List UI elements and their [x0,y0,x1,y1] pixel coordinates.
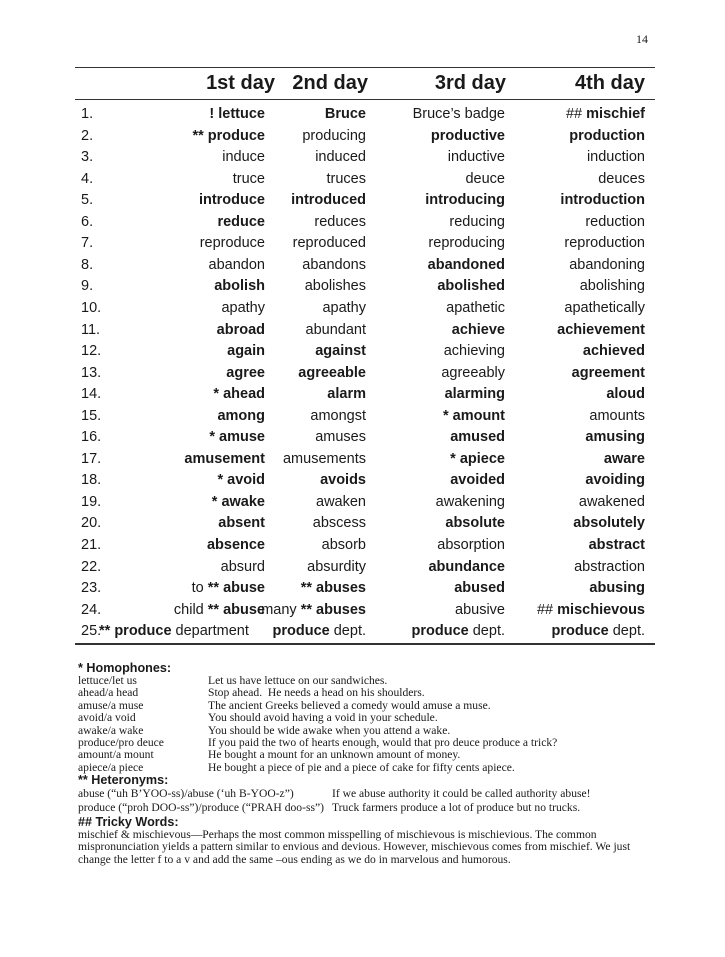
spelling-word: abolish [214,278,265,295]
word-text: abolishing [579,278,645,295]
table-row [75,235,655,257]
word-cell-day-2 [310,408,366,424]
table-row [75,451,655,473]
word-cell-day-4 [580,278,645,294]
word-cell-day-3 [441,365,505,381]
word-text: amongst [310,407,366,424]
homophone-sentence: The ancient Greeks believed a comedy would amuse a muse. [208,698,491,712]
word-cell-day-4 [572,365,645,381]
spelling-word: introduce [198,192,265,209]
word-cell-day-4 [598,171,645,187]
word-cell-day-2 [320,472,366,488]
word-cell-day-2 [261,602,366,618]
word-text: deuce [465,170,505,187]
word-cell-day-2 [305,278,366,294]
word-text: absorb [321,537,366,553]
heteronym-entry [78,788,658,800]
homophone-pair: produce/pro deuce [78,736,164,750]
spelling-word: amusing [585,429,645,446]
word-cell-day-1 [209,429,265,445]
spelling-word: achieved [582,343,645,360]
word-cell-day-4 [589,580,645,596]
word-cell-day-1 [233,171,265,187]
word-text: abstraction [574,558,645,575]
homophone-sentence: He bought a piece of pie and a piece of cake for fifty cents apiece. [208,760,515,774]
row-number: 21. [81,537,102,553]
homophone-pair: apiece/a piece [78,760,144,774]
word-text: induction [586,149,645,166]
table-row [75,149,655,171]
word-cell-day-3 [425,192,505,208]
word-cell-day-4 [606,386,645,402]
spelling-word: * amuse [209,429,265,446]
spelling-word: productive [430,127,505,144]
spelling-word: aware [603,450,645,467]
word-cell-day-2 [306,322,366,338]
word-cell-day-1 [221,559,265,575]
row-number: 3. [81,149,94,166]
spelling-word: * awake [211,493,265,510]
word-cell-day-3 [450,451,505,467]
table-row [75,580,655,602]
word-text: dept. [468,623,505,640]
word-cell-day-3 [450,472,505,488]
table-row [75,278,655,300]
word-cell-day-2 [313,515,366,531]
header-2nd-day: 2nd day [292,72,368,94]
word-cell-day-3 [437,537,505,553]
word-cell-day-1 [199,192,265,208]
table-row [75,322,655,344]
word-cell-day-2 [327,386,366,402]
word-cell-day-2 [315,149,366,165]
word-text: awakened [578,493,645,510]
row-number: 10. [81,299,102,316]
row-number: 11. [81,321,101,338]
row-number: 15. [81,407,102,424]
spelling-word: alarm [327,386,366,403]
spelling-word: avoiding [585,472,645,489]
spelling-word: ** produce [192,127,265,144]
word-text: Bruce’s badge [412,106,505,122]
word-cell-day-3 [428,559,505,575]
word-cell-day-1 [214,278,265,294]
homophone-pair: ahead/a head [78,686,139,700]
word-text: apathetic [446,299,505,316]
table-header-rule [75,99,655,100]
word-cell-day-4 [537,602,645,618]
row-number: 6. [81,213,94,230]
word-text: reduction [585,213,645,230]
spelling-word: mischief [586,106,645,122]
word-cell-day-3 [446,300,505,316]
table-row [75,472,655,494]
word-cell-day-2 [316,494,366,510]
word-text: induce [222,149,265,166]
homophone-sentence: You should be wide awake when you attend a wake. [208,723,451,737]
word-text: reducing [449,213,505,230]
row-number: 22. [81,558,102,575]
word-cell-day-3 [444,343,505,359]
homophone-pair: amount/a mount [78,748,154,762]
row-number: 7. [81,235,94,252]
table-bottom-rule [75,643,655,645]
header-3rd-day: 3rd day [434,72,506,94]
spelling-word: again [227,343,265,360]
word-cell-day-3 [449,214,505,230]
word-text: agreeably [441,364,505,381]
word-cell-day-1 [192,128,265,144]
table-row [75,515,655,537]
homophone-pair: awake/a wake [78,723,144,737]
word-cell-day-3 [428,257,505,273]
spelling-word: absence [206,537,265,553]
word-cell-day-3 [445,515,505,531]
tricky-words-heading: ## Tricky Words: [78,815,179,830]
word-cell-day-2 [302,128,366,144]
word-text: awaken [316,493,366,510]
spelling-word: produce [272,623,330,640]
word-text: many [261,601,301,618]
row-number: 23. [81,580,102,597]
word-cell-day-1 [217,408,265,424]
table-row [75,343,655,365]
header-4th-day: 4th day [574,72,645,94]
word-text: reproduce [199,235,265,252]
spelling-word: against [315,343,366,360]
spelling-word: achievement [557,321,645,338]
heteronyms-list [78,788,658,814]
word-cell-day-4 [564,300,645,316]
word-text: apathy [221,299,265,316]
word-cell-day-1 [184,451,265,467]
heteronym-sentence: If we abuse authority it could be called authority abuse! [332,787,591,801]
word-text: achieving [443,343,505,360]
word-cell-day-4 [573,515,645,531]
row-number: 14. [81,386,102,403]
spelling-word: abundance [428,558,505,575]
word-cell-day-1 [227,343,265,359]
word-text: ## [565,106,587,122]
word-text: absorption [437,537,505,553]
word-cell-day-2 [273,623,366,639]
word-cell-day-4 [560,192,645,208]
tricky-words-text: mischief & mischievous—Perhaps the most common misspelling of mischievous is mischievious. The common mispronunciation yields a pattern similar to envious and devious. However, mischievous comes from mischief. We just change the letter f to a v and add the same –ous ending as we do in marvelous and humorous. [78,828,631,866]
header-1st-day: 1st day [206,72,275,94]
row-number: 12. [81,343,102,360]
table-row [75,214,655,236]
word-cell-day-3 [465,171,505,187]
word-cell-day-1 [192,580,265,596]
table-row [75,602,655,624]
word-cell-day-4 [587,149,645,165]
row-number: 24. [81,601,102,618]
table-row [75,257,655,279]
table-row [75,300,655,322]
word-cell-day-2 [283,451,366,467]
word-text: absurdity [307,558,366,575]
word-cell-day-2 [322,300,366,316]
spelling-word: ** produce [99,623,172,640]
word-cell-day-2 [301,580,366,596]
spelling-word: absolutely [573,515,645,532]
row-number: 13. [81,364,102,381]
word-text: apathetically [564,299,645,316]
spelling-word: abandoned [427,256,505,273]
row-number: 16. [81,429,102,446]
spelling-word: abroad [216,321,265,338]
spelling-word: * ahead [213,386,265,403]
word-cell-day-1 [207,537,265,553]
word-cell-day-1 [226,365,265,381]
word-text: abscess [312,515,366,532]
homophone-pair: amuse/a muse [78,698,144,712]
word-text: inductive [447,149,505,166]
word-cell-day-2 [322,537,366,553]
row-number: 2. [81,127,94,144]
word-cell-day-4 [583,343,645,359]
word-cell-day-2 [325,106,366,122]
spelling-word: production [569,127,645,144]
word-cell-day-1 [99,623,249,639]
word-cell-day-4 [585,429,645,445]
word-cell-day-3 [454,580,505,596]
heteronym-pair: abuse (“uh B’YOO-ss)/abuse (‘uh B-YOO-z”) [78,787,294,801]
spelling-word: alarming [444,386,505,403]
spelling-word: introducing [425,192,505,209]
notes-section [78,662,658,866]
row-number: 5. [81,192,94,209]
table-row [75,559,655,581]
spelling-word: avoided [450,472,505,489]
word-cell-day-3 [412,623,505,639]
spelling-word: ** abuse [207,601,265,618]
word-cell-day-2 [314,214,366,230]
homophone-entry [78,712,658,724]
word-text: reproduced [292,235,366,252]
homophones-heading: * Homophones: [78,661,172,675]
spelling-word: aloud [606,386,645,403]
row-number: 1. [81,106,94,122]
word-text: abolishes [304,278,366,295]
row-number: 19. [81,493,102,510]
word-cell-day-1 [209,257,265,273]
spelling-word: produce [411,623,469,640]
word-text: amuses [315,429,366,446]
word-text: abandoning [569,256,645,273]
word-text: deuces [598,170,645,187]
word-cell-day-3 [452,322,505,338]
word-cell-day-1 [218,515,265,531]
word-text: department [171,623,249,640]
word-cell-day-3 [436,494,505,510]
word-cell-day-2 [307,559,366,575]
table-row [75,494,655,516]
word-text: abandon [208,256,265,273]
table-row [75,171,655,193]
word-text: dept. [329,623,366,640]
word-text: reproducing [428,235,505,252]
word-cell-day-2 [327,171,367,187]
word-cell-day-4 [557,322,645,338]
word-text: awakening [435,493,505,510]
row-number: 17. [81,450,102,467]
homophones-list [78,675,658,774]
word-cell-day-4 [566,106,645,122]
table-row [75,192,655,214]
spelling-word: mischievous [557,601,645,618]
word-cell-day-1 [212,494,265,510]
spelling-word: amused [450,429,505,446]
word-text: reproduction [564,235,645,252]
homophone-pair: avoid/a void [78,711,136,725]
table-row [75,386,655,408]
row-number: 20. [81,515,102,532]
table-row [75,365,655,387]
word-cell-day-4 [552,623,645,639]
spelling-word: abusing [589,580,645,597]
word-text: child [173,601,208,618]
word-cell-day-1 [174,602,265,618]
word-text: absurd [220,558,265,575]
spelling-word: reduce [217,213,265,230]
spelling-word: agreeable [298,364,366,381]
word-cell-day-1 [200,235,265,251]
row-number: 25. [81,623,102,640]
row-number: 9. [81,278,94,295]
word-text: ## [536,601,558,618]
word-cell-day-3 [455,602,505,618]
word-cell-day-1 [221,300,265,316]
homophone-sentence: Stop ahead. He needs a head on his shoulders. [208,686,425,700]
table-top-rule [75,67,655,68]
spelling-word: abstract [588,537,645,553]
spelling-word: ** abuses [300,601,366,618]
table-row [75,429,655,451]
heteronym-entry [78,802,658,814]
word-cell-day-1 [209,106,265,122]
spelling-word: introduction [560,192,645,209]
table-row [75,128,655,150]
word-cell-day-4 [579,494,645,510]
spelling-word: ! lettuce [209,106,265,122]
word-cell-day-1 [213,386,265,402]
spelling-word: amusement [184,450,265,467]
word-cell-day-3 [428,235,505,251]
heteronym-pair: produce (“proh DOO-ss”)/produce (“PRAH doo-ss”) [78,800,324,814]
word-cell-day-3 [443,408,505,424]
word-cell-day-1 [217,214,265,230]
word-cell-day-1 [217,322,265,338]
table-row [75,408,655,430]
spelling-word: * apiece [450,450,505,467]
spelling-word: absolute [445,515,505,532]
word-text: truce [232,170,265,187]
word-text: abusive [455,601,505,618]
homophone-sentence: If you paid the two of hearts enough, would that pro deuce produce a trick? [208,736,558,750]
homophone-entry [78,687,658,699]
word-cell-day-2 [315,429,366,445]
homophone-pair: lettuce/let us [78,674,137,687]
heteronym-sentence: Truck farmers produce a lot of produce but no trucks. [332,800,581,814]
word-cell-day-4 [604,451,645,467]
word-text: abandons [302,256,366,273]
spelling-word: * amount [442,407,505,424]
homophone-entry [78,749,658,761]
homophone-sentence: You should avoid having a void in your schedule. [208,711,438,725]
word-text: amusements [282,450,366,467]
table-row [75,106,655,128]
word-text: induced [315,149,366,166]
word-text: amounts [589,407,645,424]
spelling-word: Bruce [324,106,366,122]
word-cell-day-4 [574,559,645,575]
word-cell-day-4 [589,408,645,424]
word-cell-day-2 [315,343,366,359]
spelling-word: introduced [291,192,366,209]
word-cell-day-3 [437,278,505,294]
spelling-word: absent [218,515,265,532]
word-cell-day-2 [291,192,366,208]
word-cell-day-3 [445,386,505,402]
word-text: to [191,580,208,597]
word-cell-day-4 [569,257,645,273]
word-cell-day-4 [569,128,645,144]
word-cell-day-1 [217,472,265,488]
word-text: reduces [314,213,366,230]
word-cell-day-4 [589,537,645,553]
spelling-word: * avoid [217,472,265,489]
spelling-word: achieve [451,321,505,338]
word-text: dept. [608,623,645,640]
word-cell-day-4 [585,214,645,230]
spelling-word: avoids [320,472,366,489]
spelling-word: abolished [437,278,505,295]
spelling-word: among [217,407,265,424]
word-cell-day-3 [413,106,505,122]
word-cell-day-4 [585,472,645,488]
word-cell-day-3 [450,429,505,445]
heteronyms-heading: ** Heteronyms: [78,773,169,788]
word-cell-day-2 [293,235,366,251]
spelling-word: abused [454,580,505,597]
homophone-sentence: Let us have lettuce on our sandwiches. [208,674,388,687]
table-row [75,623,655,645]
page-number: 14 [636,32,648,46]
table-row [75,537,655,559]
word-cell-day-2 [298,365,366,381]
word-cell-day-3 [448,149,505,165]
spelling-word: agree [226,364,265,381]
spelling-word: agreement [571,364,645,381]
row-number: 4. [81,170,94,187]
word-cell-day-2 [302,257,366,273]
row-number: 8. [81,256,94,273]
word-cell-day-3 [431,128,505,144]
word-text: truces [326,170,366,187]
spelling-word: produce [551,623,609,640]
homophone-sentence: He bought a mount for an unknown amount of money. [208,748,461,762]
word-cell-day-1 [222,149,265,165]
spelling-word: ** abuse [207,580,265,597]
word-text: apathy [322,299,366,316]
word-text: producing [302,127,366,144]
word-text: abundant [305,321,366,338]
spelling-word: ** abuses [300,580,366,597]
word-cell-day-4 [564,235,645,251]
row-number: 18. [81,472,102,489]
